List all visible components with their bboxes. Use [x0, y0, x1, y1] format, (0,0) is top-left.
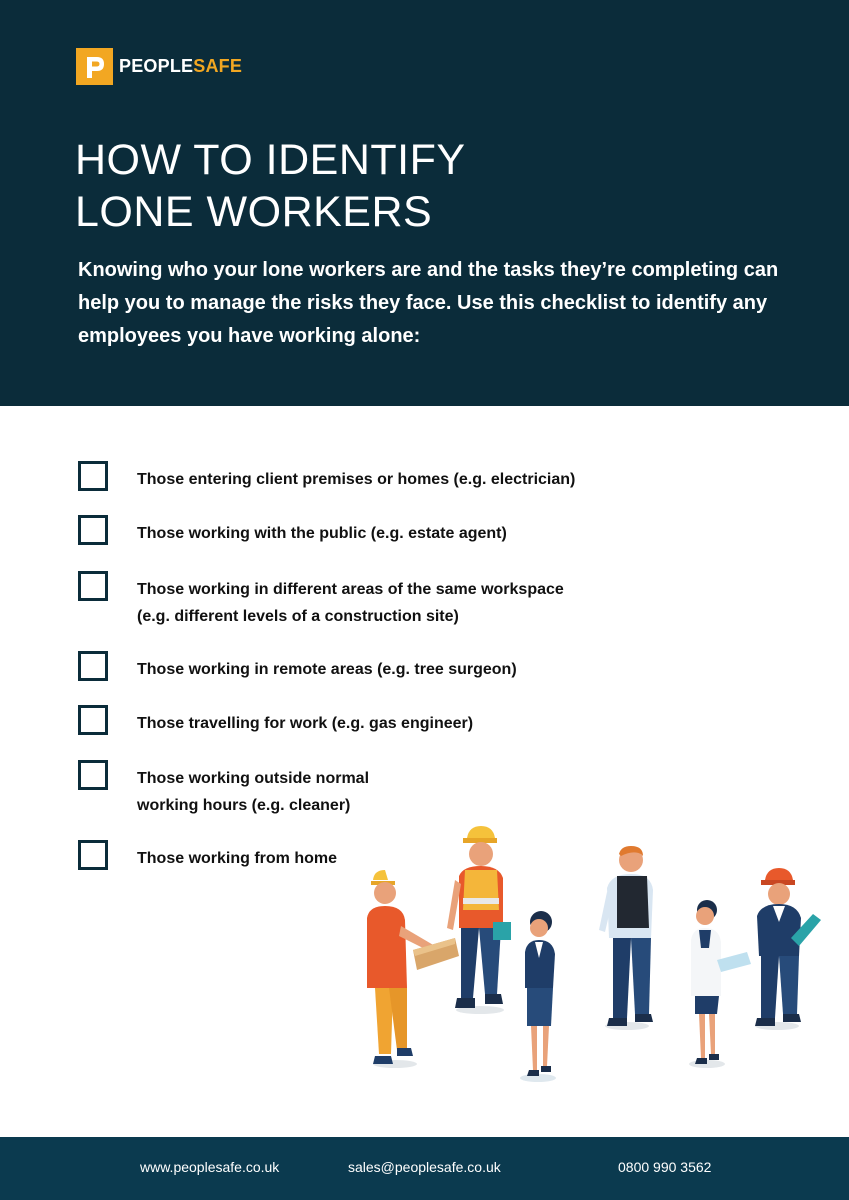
checklist-item-line: Those working in different areas of the same workspace: [137, 581, 564, 598]
checkbox[interactable]: [78, 515, 108, 545]
footer-email-link[interactable]: sales@peoplesafe.co.uk: [348, 1159, 501, 1175]
checklist-item-label: [137, 520, 637, 547]
logo-wordmark: [119, 56, 242, 77]
checkbox[interactable]: [78, 760, 108, 790]
intro-paragraph: Knowing who your lone workers are and the tasks they’re completing can help you to manage the risks they face. Use this checklist to identify any employees you have working alone:: [78, 259, 779, 347]
checklist-item-label: [137, 466, 637, 493]
checklist-item-label: [137, 576, 637, 630]
workers-illustration: [355, 818, 825, 1093]
header-banner: [0, 0, 849, 406]
page-title: [75, 134, 595, 238]
checkbox[interactable]: [78, 651, 108, 681]
checklist-item-line: Those entering client premises or homes (e.g. electrician): [137, 471, 576, 488]
checklist-item-line: Those working from home: [137, 850, 338, 867]
checkbox[interactable]: [78, 571, 108, 601]
title-line-2: LONE WORKERS: [75, 188, 433, 236]
checkbox[interactable]: [78, 840, 108, 870]
checklist-item-line: Those working in remote areas (e.g. tree surgeon): [137, 661, 517, 678]
checklist-item-label: [137, 765, 637, 819]
checklist-item-line: (e.g. different levels of a construction site): [137, 608, 459, 625]
business-woman-icon: [520, 911, 556, 1082]
title-line-1: HOW TO IDENTIFY: [75, 136, 466, 184]
footer-bar: [0, 1137, 849, 1200]
construction-worker-icon: [447, 826, 511, 1014]
checklist-item-label: [137, 656, 637, 683]
checkbox[interactable]: [78, 705, 108, 735]
logo-word-people: PEOPLE: [119, 56, 194, 76]
footer-phone[interactable]: 0800 990 3562: [618, 1159, 712, 1175]
checklist-item-line: Those working outside normal: [137, 770, 370, 787]
checklist-item-line: working hours (e.g. cleaner): [137, 797, 351, 814]
delivery-worker-icon: [367, 870, 459, 1068]
peoplesafe-logo[interactable]: [76, 48, 242, 85]
checkbox[interactable]: [78, 461, 108, 491]
checklist-item-label: [137, 710, 637, 737]
logo-word-safe: SAFE: [193, 56, 243, 76]
checklist-item-line: Those working with the public (e.g. estate agent): [137, 525, 507, 542]
footer-website-link[interactable]: www.peoplesafe.co.uk: [140, 1159, 280, 1175]
logo-p-icon: [76, 48, 113, 85]
checklist-item-line: Those travelling for work (e.g. gas engineer): [137, 715, 474, 732]
security-guard-icon: [599, 846, 653, 1030]
engineer-icon: [755, 868, 821, 1030]
doctor-icon: [689, 900, 751, 1068]
